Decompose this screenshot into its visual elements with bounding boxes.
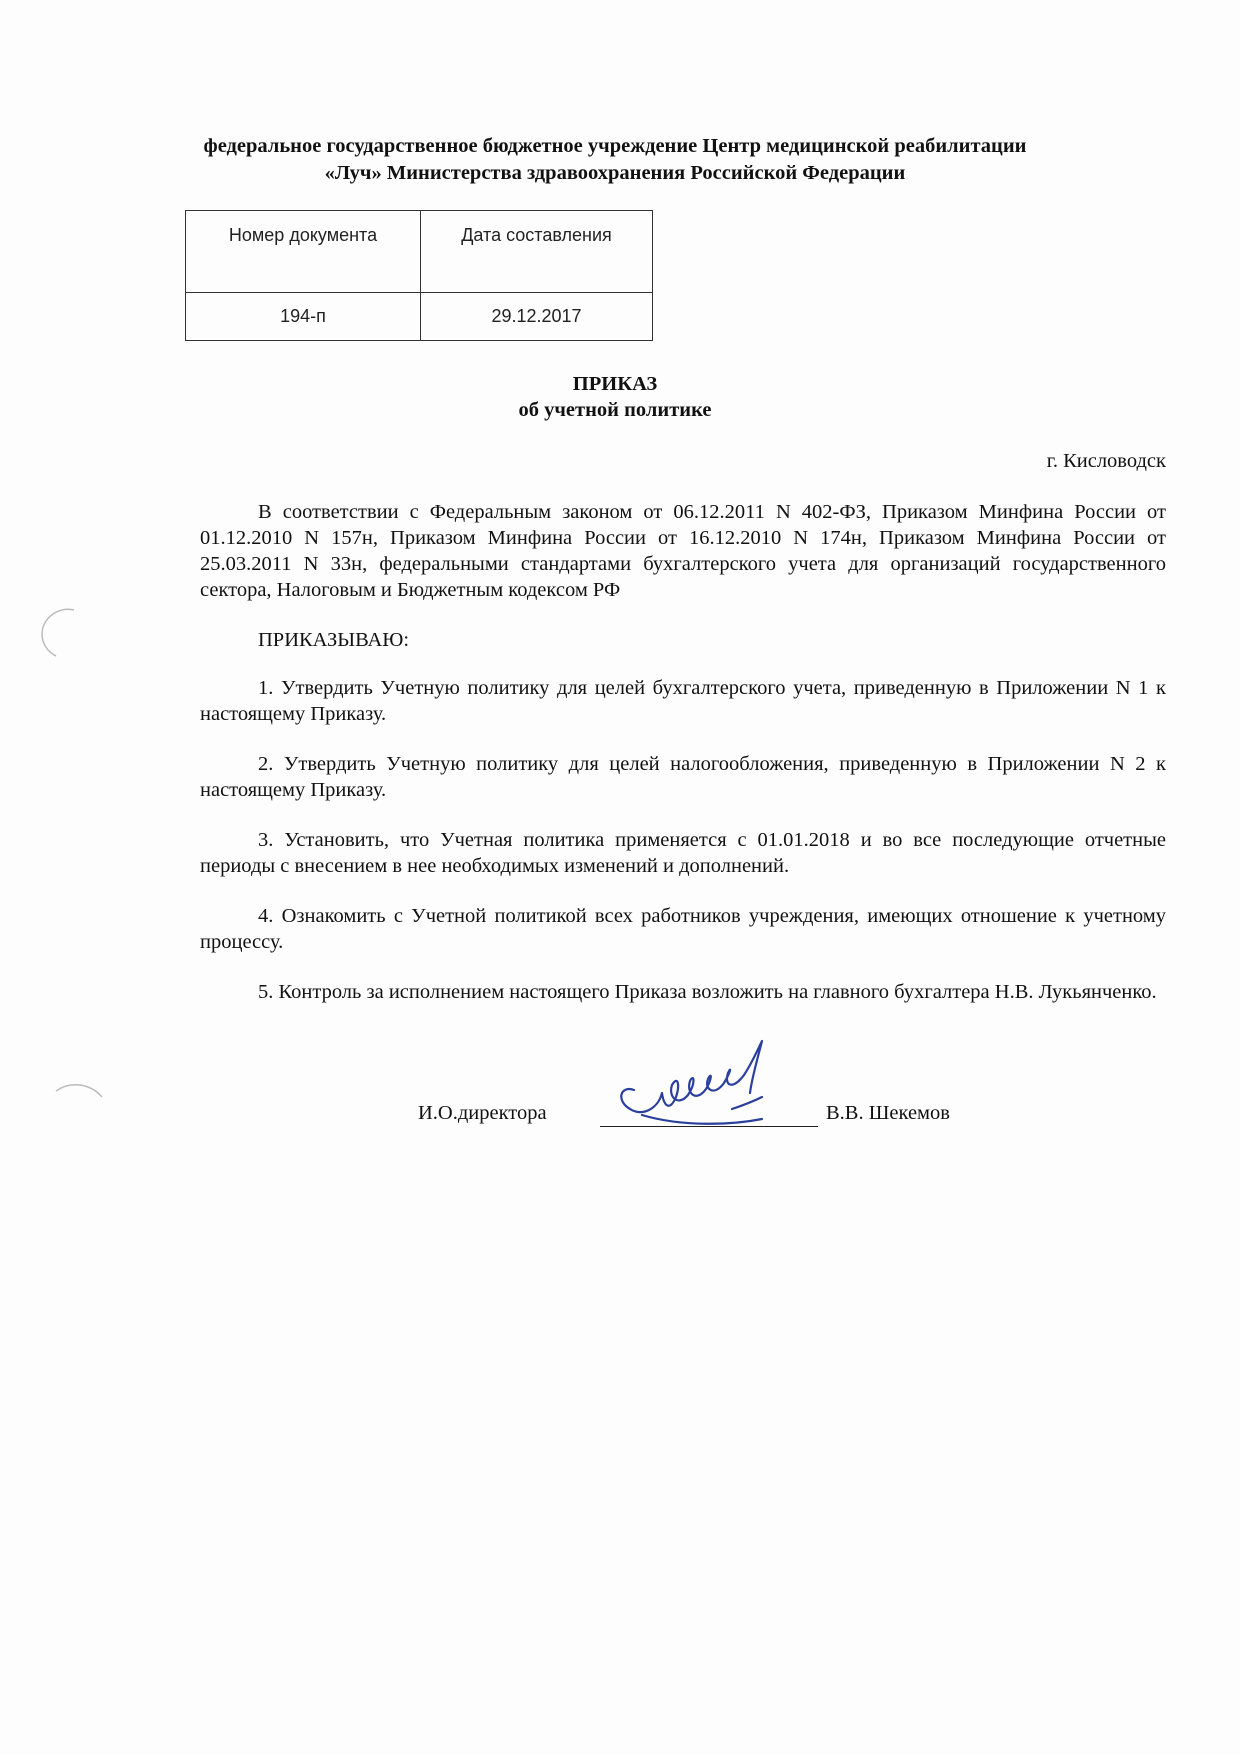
preamble-paragraph: В соответствии с Федеральным законом от 06.12.2011 N 402-ФЗ, Приказом Минфина России от 01.12.2010 N 157н, Приказом Минфина России от 16.12.2010 N 174н, Приказом Минфина России от 25.03.2011 N 33н, федеральными стандартами бухгалтерского учета для организаций государственного сектора, Налоговым и Бюджетным кодексом РФ — [200, 501, 1166, 601]
order-item-4: 4. Ознакомить с Учетной политикой всех работников учреждения, имеющих отношение к учетному процессу. — [200, 905, 1166, 953]
table-header-row — [186, 211, 653, 293]
document-metadata-table — [185, 210, 653, 341]
order-title-main: ПРИКАЗ — [572, 373, 658, 395]
document-date-header: Дата составления — [421, 211, 653, 293]
signature-line — [600, 1126, 818, 1127]
order-body — [200, 499, 1166, 1029]
document-number-value: 194-п — [186, 293, 421, 341]
organization-name-line-1: федеральное государственное бюджетное учреждение Центр медицинской реабилитации — [203, 135, 1027, 157]
order-title — [150, 371, 1080, 423]
city-name: г. Кисловодск — [1046, 450, 1166, 472]
document-date-value: 29.12.2017 — [421, 293, 653, 341]
order-keyword: ПРИКАЗЫВАЮ: — [258, 629, 410, 651]
order-item-2: 2. Утвердить Учетную политику для целей налогообложения, приведенную в Приложении N 2 к настоящему Приказу. — [200, 753, 1166, 801]
order-item-3: 3. Установить, что Учетная политика применяется с 01.01.2018 и во все последующие отчетные периоды с внесением в нее необходимых изменений и дополнений. — [200, 829, 1166, 877]
order-title-subtitle: об учетной политике — [518, 399, 712, 421]
organization-header — [150, 133, 1080, 187]
signatory-position: И.О.директора — [418, 1102, 547, 1124]
punch-hole-mark-lower — [50, 1075, 110, 1125]
organization-name-line-2: «Луч» Министерства здравоохранения Российской Федерации — [324, 162, 906, 184]
signature-row — [0, 1102, 1240, 1162]
document-number-header: Номер документа — [186, 211, 421, 293]
order-item-5: 5. Контроль за исполнением настоящего Приказа возложить на главного бухгалтера Н.В. Лукьянченко. — [258, 981, 1157, 1003]
table-row — [186, 293, 653, 341]
punch-hole-mark-upper — [34, 600, 94, 660]
order-item-1: 1. Утвердить Учетную политику для целей бухгалтерского учета, приведенную в Приложении N 1 к настоящему Приказу. — [200, 677, 1166, 725]
signatory-name: В.В. Шекемов — [826, 1102, 950, 1124]
